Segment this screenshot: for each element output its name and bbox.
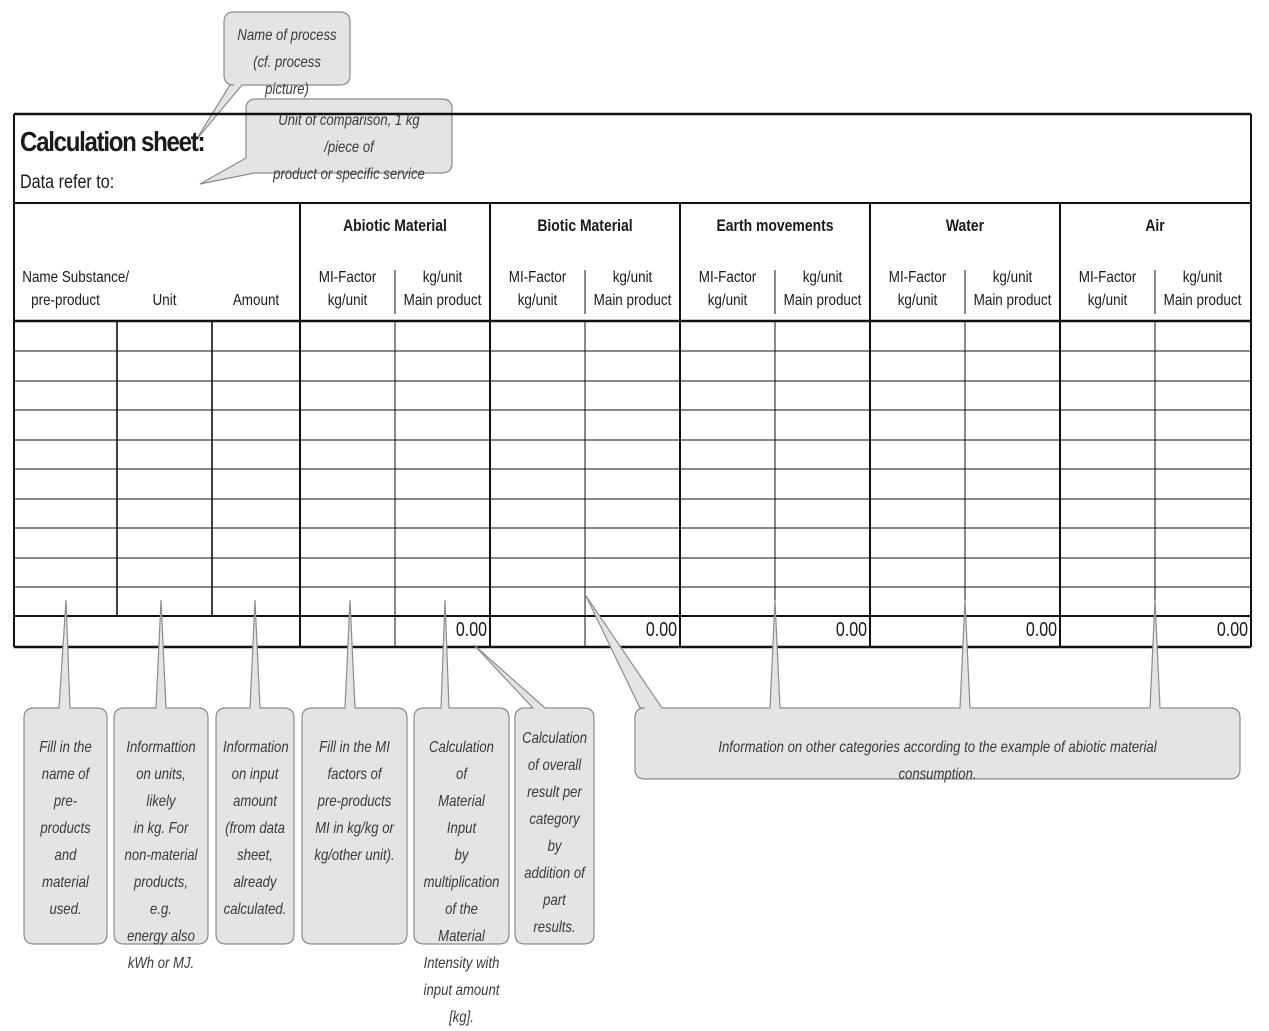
- callout-other-categories: Information on other categories according to the example of abiotic material consumption.: [718, 739, 1157, 783]
- col-head-kg-unit: [973, 266, 1053, 312]
- col-head-line: MI-Factor: [698, 269, 757, 286]
- col-head-mi-factor: [688, 266, 768, 312]
- category-abiotic: Abiotic Material: [343, 216, 447, 235]
- col-head-line: kg/unit: [802, 269, 843, 286]
- col-head-line: Name Substance/: [22, 269, 130, 286]
- callout-material-input: [423, 734, 501, 1031]
- callout-line: input amount: [423, 982, 500, 999]
- callout-line: kWh or MJ.: [127, 955, 195, 972]
- callout-line: product or specific service: [273, 166, 425, 183]
- col-head-line: Main product: [593, 292, 672, 309]
- col-head-line: MI-Factor: [1078, 269, 1137, 286]
- callout-line: addition of: [524, 865, 585, 882]
- category-earth-movements: Earth movements: [716, 216, 834, 235]
- callout-line: Information: [223, 739, 289, 756]
- callout-line: on units, likely: [136, 766, 186, 810]
- callout-line: Unit of comparison, 1 kg /piece of: [278, 112, 420, 156]
- col-head-unit: Unit: [152, 292, 177, 309]
- callout-amount: [223, 734, 287, 923]
- callout-line: Fill in the: [39, 739, 92, 756]
- total-earth-movements: 0.00: [835, 619, 867, 641]
- callout-fill-names: [31, 734, 99, 923]
- callout-line: amount: [233, 793, 277, 810]
- callout-line: name of pre-: [41, 766, 90, 810]
- callout-mi-factors: [311, 734, 397, 869]
- callout-line: already: [233, 874, 277, 891]
- col-head-kg-unit: [1163, 266, 1243, 312]
- callout-line: Calculation: [522, 730, 588, 747]
- col-head-line: MI-Factor: [888, 269, 947, 286]
- col-head-line: MI-Factor: [508, 269, 567, 286]
- sheet-title: Calculation sheet:: [20, 126, 205, 157]
- col-head-line: kg/unit: [327, 292, 368, 309]
- callout-line: products, e.g.: [134, 874, 188, 918]
- col-head-line: Main product: [973, 292, 1052, 309]
- callout-line: used.: [49, 901, 82, 918]
- callout-line: sheet,: [237, 847, 273, 864]
- callout-units: [122, 734, 199, 977]
- callout-line: of the Material: [438, 901, 485, 945]
- callout-line: Fill in the MI: [319, 739, 390, 756]
- callout-line: of overall: [527, 757, 582, 774]
- callout-line: products: [40, 820, 91, 837]
- callout-line: calculated.: [223, 901, 287, 918]
- category-water: Water: [945, 216, 985, 235]
- col-head-mi-factor: [498, 266, 578, 312]
- col-head-line: Main product: [783, 292, 862, 309]
- callout-line: and material: [42, 847, 89, 891]
- total-air: 0.00: [1216, 619, 1248, 641]
- category-air: Air: [1145, 216, 1165, 235]
- col-head-line: kg/unit: [992, 269, 1033, 286]
- col-head-line: MI-Factor: [318, 269, 377, 286]
- callout-line: by multiplication: [423, 847, 500, 891]
- col-head-line: pre-product: [31, 292, 100, 309]
- callout-line: Name of process: [237, 27, 337, 44]
- callout-line: [kg].: [449, 1009, 474, 1026]
- total-abiotic: 0.00: [455, 619, 487, 641]
- category-biotic: Biotic Material: [537, 216, 633, 235]
- col-head-kg-unit: [783, 266, 863, 312]
- col-head-line: kg/unit: [422, 269, 463, 286]
- callout-line: kg/other unit).: [314, 847, 395, 864]
- col-head-kg-unit: [593, 266, 673, 312]
- callout-overall-result: [522, 725, 587, 941]
- col-head-mi-factor: [1068, 266, 1148, 312]
- col-head-line: Main product: [403, 292, 482, 309]
- callout-process-name: [235, 22, 338, 103]
- col-head-mi-factor: [878, 266, 958, 312]
- col-head-line: kg/unit: [517, 292, 558, 309]
- col-head-line: kg/unit: [1087, 292, 1128, 309]
- callout-line: pre-products: [317, 793, 392, 810]
- total-biotic: 0.00: [645, 619, 677, 641]
- callout-line: non-material: [124, 847, 198, 864]
- col-head-mi-factor: [308, 266, 388, 312]
- col-head-line: kg/unit: [707, 292, 748, 309]
- col-head-amount: Amount: [232, 292, 280, 309]
- col-head-line: kg/unit: [1182, 269, 1223, 286]
- col-head-line: kg/unit: [897, 292, 938, 309]
- callout-line: on input: [231, 766, 279, 783]
- callout-line: part results.: [533, 892, 576, 936]
- callout-line: Intensity with: [423, 955, 500, 972]
- total-water: 0.00: [1025, 619, 1057, 641]
- data-refer-label: Data refer to:: [20, 172, 115, 193]
- callout-line: Informattion: [126, 739, 196, 756]
- callout-line: Material Input: [438, 793, 485, 837]
- callout-line: result per: [527, 784, 582, 801]
- callout-line: energy also: [127, 928, 195, 945]
- col-head-line: Main product: [1163, 292, 1242, 309]
- callout-line: (cf. process picture): [253, 54, 321, 98]
- callout-line: factors of: [327, 766, 382, 783]
- callout-line: category by: [529, 811, 580, 855]
- col-head-kg-unit: [403, 266, 483, 312]
- callout-line: in kg. For: [133, 820, 189, 837]
- callout-line: MI in kg/kg or: [315, 820, 394, 837]
- col-head-line: kg/unit: [612, 269, 653, 286]
- col-head-name: [22, 266, 130, 312]
- callout-line: (from data: [225, 820, 285, 837]
- callout-unit-comparison: [265, 107, 434, 188]
- callout-line: Calculation of: [429, 739, 494, 783]
